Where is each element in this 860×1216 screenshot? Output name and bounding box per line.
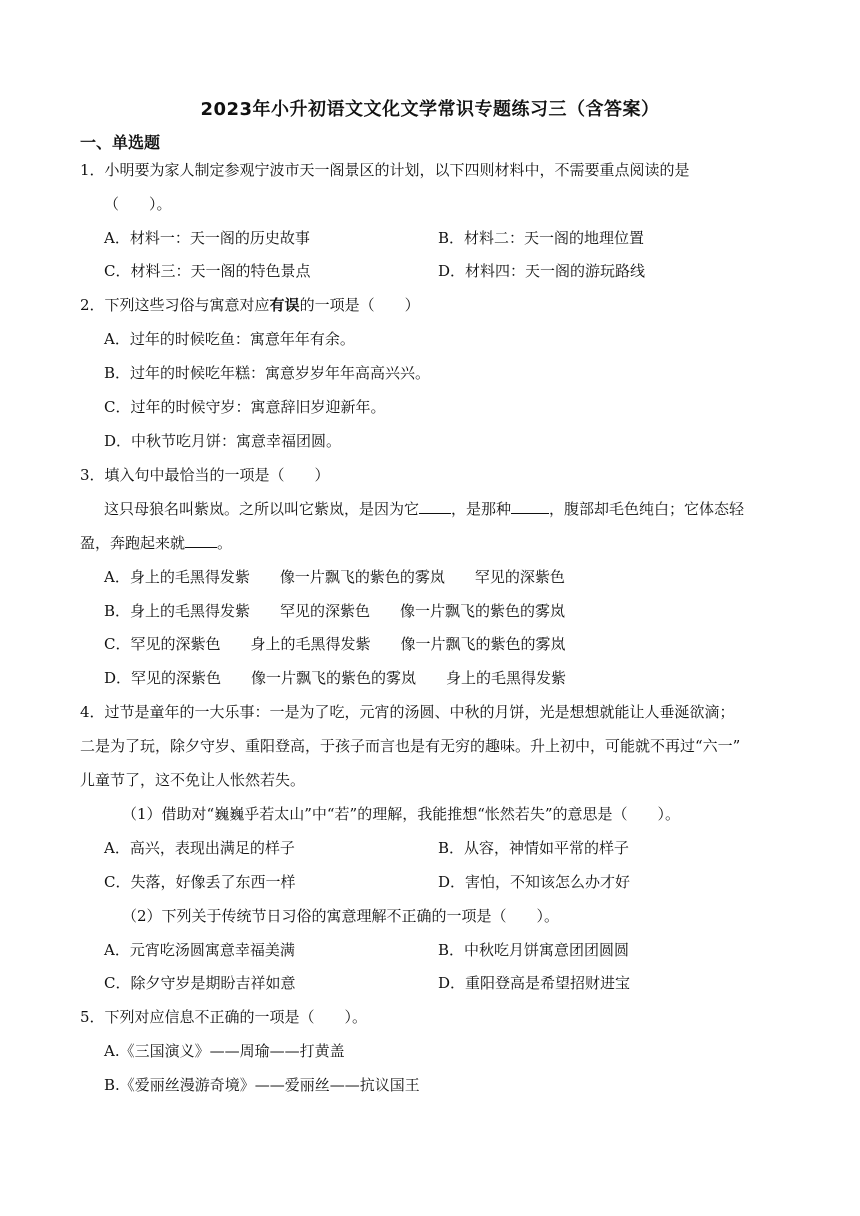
q3-option-b (104, 601, 565, 621)
q4-passage-line2: 二是为了玩，除夕守岁、重阳登高，于孩子而言也是有无穷的趣味。升上初中，可能就不再过“六一” (80, 737, 741, 755)
q4-sub2-option-d: D．重阳登高是希望招财进宝 (438, 974, 631, 992)
section-heading: 一、单选题 (80, 133, 161, 152)
q3-c-part3: 像一片飘飞的紫色的雾岚 (400, 635, 566, 653)
q3-passage-part2: ，是那种 (451, 500, 512, 518)
q2-option-b: B．过年的时候吃年糕：寓意岁岁年年高高兴兴。 (104, 364, 431, 382)
q4-passage-line1: 4．过节是童年的一大乐事：一是为了吃，元宵的汤圆、中秋的月饼，光是想想就能让人垂涎欲滴； (80, 703, 735, 721)
q3-b-part2: 罕见的深紫色 (280, 602, 371, 620)
q3-blank-3 (185, 533, 217, 548)
q3-a-part2: 像一片飘飞的紫色的雾岚 (279, 568, 445, 586)
q1-option-a: A．材料一：天一阁的历史故事 (104, 229, 310, 247)
q1-stem: 1．小明要为家人制定参观宁波市天一阁景区的计划，以下四则材料中，不需要重点阅读的是 (80, 161, 690, 179)
q3-d-part3: 身上的毛黑得发紫 (446, 669, 567, 687)
q3-option-a (104, 567, 565, 587)
q3-passage-part4: 盈，奔跑起来就 (80, 534, 186, 552)
q1-option-b: B．材料二：天一阁的地理位置 (438, 229, 645, 247)
q4-sub2-option-a: A．元宵吃汤圆寓意幸福美满 (104, 941, 295, 959)
q3-c-part1: C．罕见的深紫色 (104, 635, 221, 653)
q4-sub2-stem: （2）下列关于传统节日习俗的寓意理解不正确的一项是（ ）。 (122, 907, 560, 925)
q5-option-b: B.《爱丽丝漫游奇境》——爱丽丝——抗议国王 (104, 1076, 420, 1094)
q2-option-c: C．过年的时候守岁：寓意辞旧岁迎新年。 (104, 398, 386, 416)
q3-b-part3: 像一片飘飞的紫色的雾岚 (400, 602, 566, 620)
q4-sub1-stem: （1）借助对“巍巍乎若太山”中“若”的理解，我能推想“怅然若失”的意思是（ ）。 (122, 805, 681, 823)
q3-blank-1 (419, 499, 451, 514)
q4-passage-line3: 儿童节了，这不免让人怅然若失。 (80, 771, 306, 789)
q3-passage-part5: 。 (217, 534, 233, 552)
q3-d-part1: D．罕见的深紫色 (104, 669, 222, 687)
q3-a-part1: A．身上的毛黑得发紫 (104, 568, 250, 586)
q3-blank-2 (511, 499, 549, 514)
q4-sub1-option-c: C．失落，好像丢了东西一样 (104, 873, 296, 891)
q1-stem-cont: （ ）。 (104, 195, 172, 213)
q2-option-a: A．过年的时候吃鱼：寓意年年有余。 (104, 330, 355, 348)
q2-option-d: D．中秋节吃月饼：寓意幸福团圆。 (104, 432, 342, 450)
q3-option-d (104, 668, 566, 688)
q4-sub2-option-c: C．除夕守岁是期盼吉祥如意 (104, 974, 296, 992)
q1-option-c: C．材料三：天一阁的特色景点 (104, 262, 311, 280)
q2-stem-a: 2．下列这些习俗与寓意对应 (80, 296, 270, 314)
q2-stem (80, 295, 420, 315)
q2-stem-b: 的一项是（ ） (299, 296, 420, 314)
q3-a-part3: 罕见的深紫色 (474, 568, 565, 586)
q3-c-part2: 身上的毛黑得发紫 (250, 635, 371, 653)
q3-d-part2: 像一片飘飞的紫色的雾岚 (251, 669, 417, 687)
q2-stem-emphasis: 有误 (269, 296, 300, 314)
q3-stem: 3．填入句中最恰当的一项是（ ） (80, 466, 330, 484)
q4-sub1-option-a: A．高兴，表现出满足的样子 (104, 839, 295, 857)
q3-passage-line1 (104, 499, 744, 519)
q4-sub2-option-b: B．中秋吃月饼寓意团团圆圆 (438, 941, 630, 959)
q3-passage-part1: 这只母狼名叫紫岚。之所以叫它紫岚，是因为它 (104, 500, 420, 518)
q3-b-part1: B．身上的毛黑得发紫 (104, 602, 251, 620)
q3-passage-line2 (80, 533, 232, 553)
q4-sub1-option-b: B．从容，神情如平常的样子 (438, 839, 630, 857)
q3-passage-part3: ，腹部却毛色纯白；它体态轻 (549, 500, 745, 518)
q5-stem: 5．下列对应信息不正确的一项是（ ）。 (80, 1008, 368, 1026)
document-title: 2023年小升初语文文化文学常识专题练习三（含答案） (200, 99, 660, 120)
q4-sub1-option-d: D．害怕，不知该怎么办才好 (438, 873, 631, 891)
q1-option-d: D．材料四：天一阁的游玩路线 (438, 262, 646, 280)
q5-option-a: A.《三国演义》——周瑜——打黄盖 (104, 1042, 345, 1060)
q3-option-c (104, 634, 566, 654)
